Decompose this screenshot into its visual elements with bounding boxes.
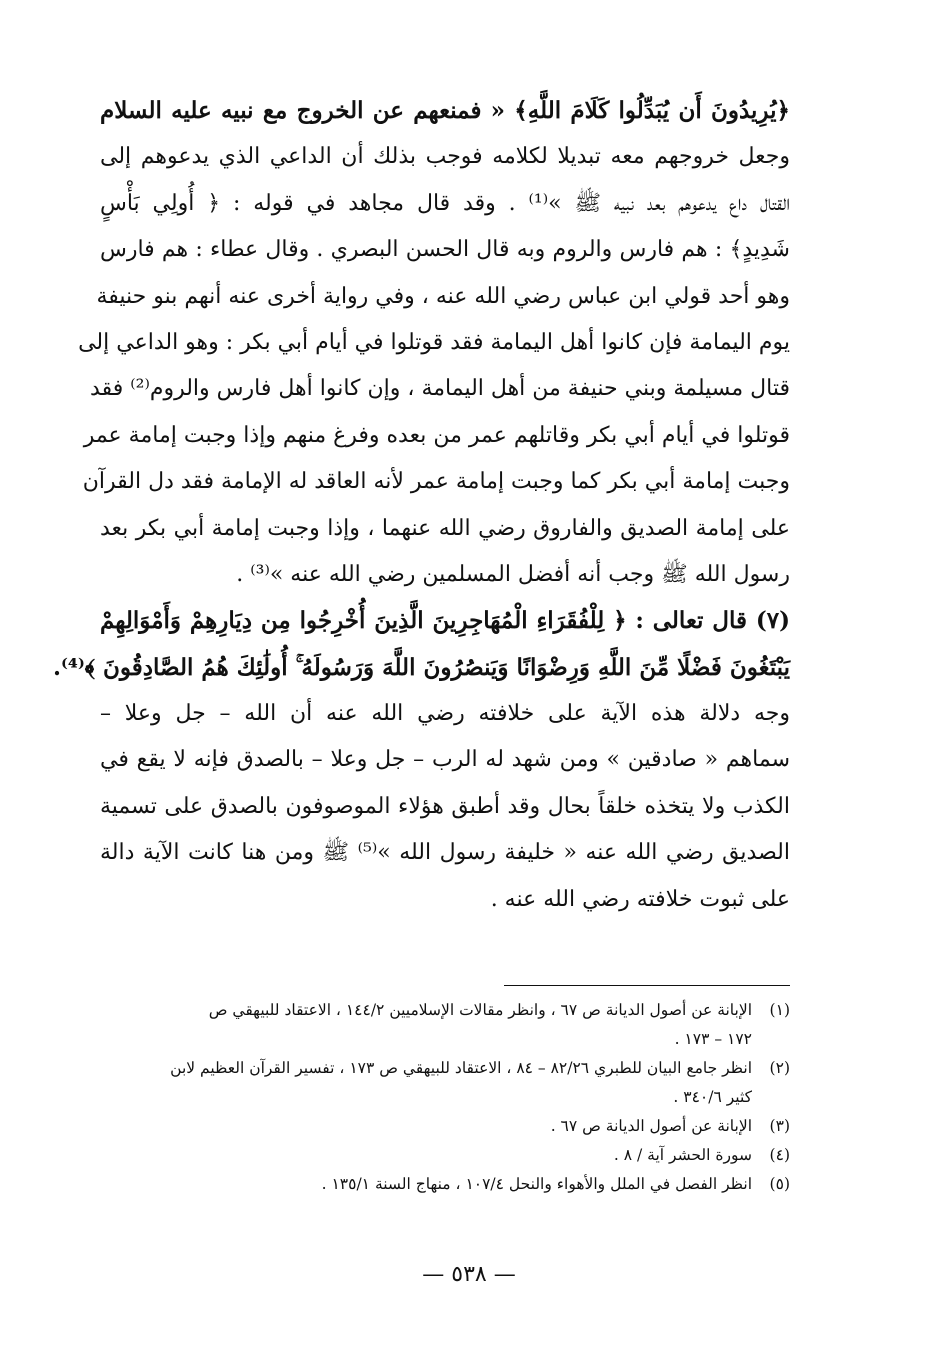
footnote-text: انظر الفصل في الملل والأهواء والنحل ١٠٧/٤ ، منهاج السنة ١٣٥/١ . [321,1175,752,1193]
text-line: وجعل خروجهم معه تبديلا لكلامه فوجب بذلك أن الداعي الذي يدعوهم إلى [100,144,790,170]
footnote-number: (٣) [769,1117,790,1135]
text-line: ﴿يُرِيدُونَ أَن يُبَدِّلُوا كَلَامَ اللَّهِ﴾ « فمنعهم عن الخروج مع نبيه عليه السلام [100,97,790,124]
footnote-number: (٢) [769,1059,790,1077]
page-number: — ٥٣٨ — [422,1262,516,1287]
footnote-1 [100,996,790,1025]
quran-verse-line: يَبْتَغُونَ فَضْلًا مِّنَ اللَّهِ وَرِضْوَانًا وَيَنصُرُونَ اللَّهَ وَرَسُولَهُ ۚ أُولَٰئِكَ هُمُ الصَّادِقُونَ ﴾⁽⁴⁾. [53,653,790,681]
footnote-text: سورة الحشر آية / ٨ . [613,1146,752,1164]
footnote-text: الإبانة عن أصول الديانة ص ٦٧ . [550,1117,752,1135]
text-line: القتال داع يدعوهم بعد نبيه ﷺ »⁽¹⁾ . وقد قال مجاهد في قوله : ﴿ أُولِي بَأْسٍ [100,190,790,216]
footnote-5 [100,1170,790,1199]
footnote-2 [100,1054,790,1083]
text-line: الكذب ولا يتخذه خلقاً بحال وقد أطبق هؤلاء الموصوفون بالصدق على تسمية [100,793,790,819]
text-line: على إمامة الصديق والفاروق رضي الله عنهما ، وإذا وجبت إمامة أبي بكر بعد [100,515,790,541]
text-line: رسول الله ﷺ وجب أنه أفضل المسلمين رضي الله عنه »⁽³⁾ . [236,561,790,587]
footnote-divider [504,985,790,986]
text-line: على ثبوت خلافته رضي الله عنه . [490,886,790,912]
footnote-2-continuation: كثير ٣٤٠/٦ . [673,1088,752,1106]
main-text [53,88,790,923]
text-line: سماهم « صادقين » ومن شهد له الرب – جل وعلا – بالصدق فإنه لا يقع في [100,747,790,773]
text-line: وهو أحد قولي ابن عباس رضي الله عنه ، وفي رواية أخرى عنه أنهم بنو حنيفة [96,283,790,309]
text-line: قتال مسيلمة وبني حنيفة من أهل اليمامة ، وإن كانوا أهل فارس والروم⁽²⁾ فقد [90,376,790,402]
footnote-number: (٥) [769,1175,790,1193]
footnote-number: (٤) [769,1146,790,1164]
text-line: يوم اليمامة فإن كانوا أهل اليمامة فقد قوتلوا في أيام أبي بكر : وهو الداعي إلى [78,329,790,355]
footnote-3 [100,1112,790,1141]
text-line: الصديق رضي الله عنه « خليفة رسول الله »⁽⁵⁾ ﷺ ومن هنا كانت الآية دالة [100,840,790,866]
footnotes [100,996,790,1199]
text-line: قوتلوا في أيام أبي بكر وقاتلهم عمر من بعده وفرغ منهم وإذا وجبت إمامة عمر [83,422,790,448]
footnote-number: (١) [769,1001,790,1019]
footnote-text: الإبانة عن أصول الديانة ص ٦٧ ، وانظر مقالات الإسلاميين ١٤٤/٢ ، الاعتقاد للبيهقي ص [208,1001,752,1019]
text-line: وجه دلالة هذه الآية على خلافته رضي الله عنه أن الله – جل وعلا – [100,701,790,727]
footnote-1-continuation: ١٧٢ – ١٧٣ . [674,1030,752,1048]
footnote-text: انظر جامع البيان للطبري ٨٢/٢٦ – ٨٤ ، الاعتقاد للبيهقي ص ١٧٣ ، تفسير القرآن العظيم لابن [170,1059,752,1077]
text-line: شَدِيدٍ﴾ : هم فارس والروم وبه قال الحسن البصري . وقال عطاء : هم فارس [100,237,790,263]
text-line: وجبت إمامة أبي بكر كما وجبت إمامة عمر لأنه العاقد له الإمامة فقد دل القرآن [82,469,790,495]
footnote-4 [100,1141,790,1170]
quran-verse-line: (٧) قال تعالى : ﴿ لِلْفُقَرَاءِ الْمُهَاجِرِينَ الَّذِينَ أُخْرِجُوا مِن دِيَارِهِمْ وَأَمْوَالِهِمْ [100,607,790,635]
